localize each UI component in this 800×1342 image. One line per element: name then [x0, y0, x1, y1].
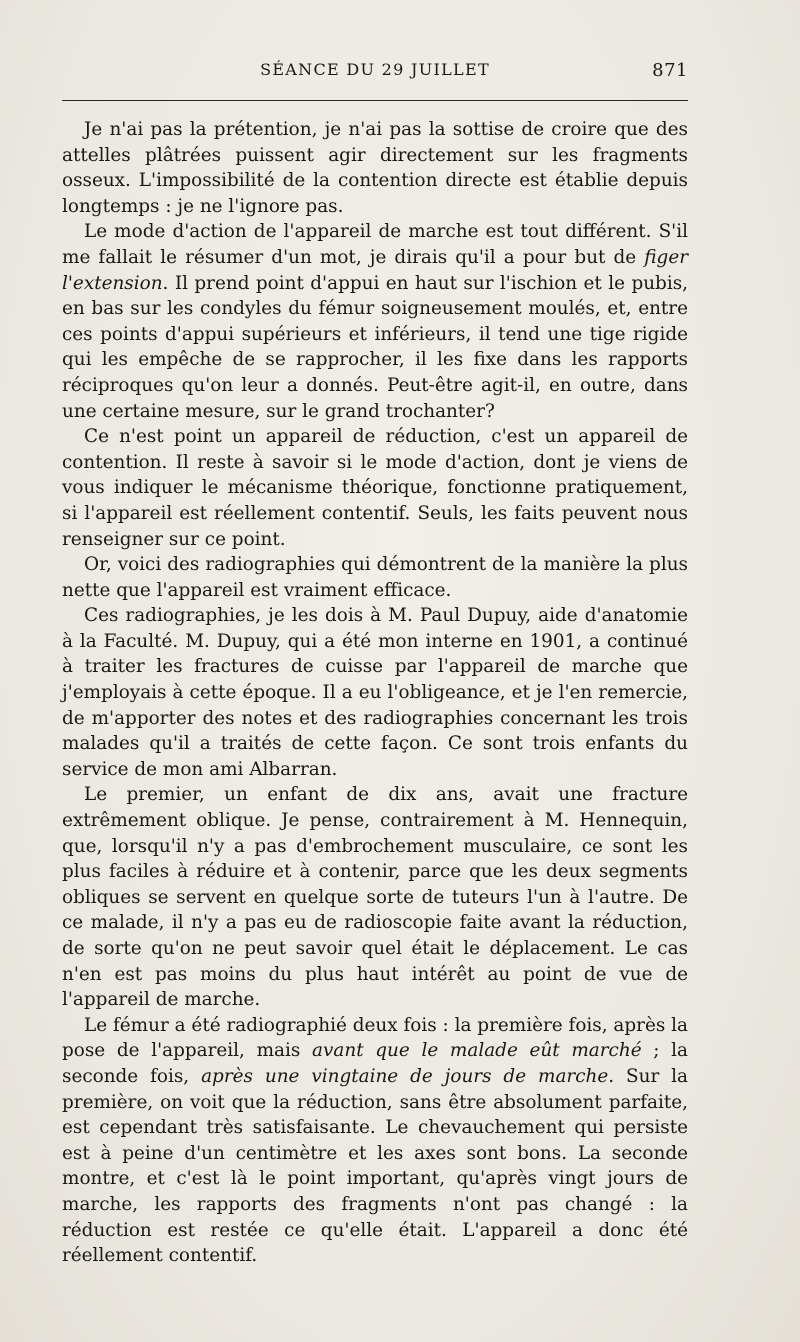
paragraph-text: Je n'ai pas la prétention, je n'ai pas la sottise de croire que des attelles plâtrées puissent agir directement sur les fragments osseux. L'impossibilité de la contention directe est établie depuis longtemps : je ne l'ignore pas. — [62, 119, 688, 217]
paragraph-text: Or, voici des radiographies qui démontrent de la manière la plus nette que l'appareil est vraiment efficace. — [62, 554, 688, 601]
paragraph-text: . Il prend point d'appui en haut sur l'ischion et le pubis, en bas sur les condyles du fémur soigneusement moulés, et, entre ces points d'appui supérieurs et inférieurs, il tend une tige rigide qui les empêche de se rapprocher, il les fixe dans les rapports réciproques qu'on leur a donnés. Peut-être agit-il, en outre, dans une certaine mesure, sur le grand trochanter? — [62, 272, 688, 422]
italic-phrase: après une vingtaine de jours de marche — [201, 1065, 609, 1087]
paragraph-text: Ces radiographies, je les dois à M. Paul Dupuy, aide d'anatomie à la Faculté. M. Dupuy, qui a été mon interne en 1901, a continué à traiter les fractures de cuisse par l'appareil de marche que j'employais à cette époque. Il a eu l'obligeance, et je l'en remercie, de m'apporter des notes et des radiographies concernant les trois malades qu'il a traités de cette façon. Ce sont trois enfants du service de mon ami Albarran. — [62, 605, 688, 780]
paragraph — [62, 1013, 688, 1269]
header-rule — [62, 100, 688, 101]
paragraph — [62, 424, 688, 552]
paragraph-text: Le fémur a été radiographié deux fois : la première fois, après la pose de l'appareil, mais — [62, 1014, 688, 1062]
italic-phrase: avant que le malade eût marché — [312, 1040, 642, 1062]
paragraph-text: . Sur la première, on voit que la réduction, sans être absolument parfaite, est cependant très satisfaisante. Le chevauchement qui persiste est à peine d'un centimètre et les axes sont bons. La seconde montre, et c'est là le point important, qu'après vingt jours de marche, les rapports des fragments n'ont pas changé : la réduction est restée ce qu'elle était. L'appareil a donc été réellement contentif. — [62, 1065, 688, 1267]
page-header — [62, 60, 688, 88]
page-number: 871 — [652, 60, 688, 81]
paragraph-text: Ce n'est point un appareil de réduction, c'est un appareil de contention. Il reste à savoir si le mode d'action, dont je viens de vous indiquer le mécanisme théorique, fonctionne pratiquement, si l'appareil est réellement contentif. Seuls, les faits peuvent nous renseigner sur ce point. — [62, 426, 688, 550]
paragraph-text: Le mode d'action de l'appareil de marche est tout différent. S'il me fallait le résumer d'un mot, je dirais qu'il a pour but de — [62, 221, 688, 268]
running-title: SÉANCE DU 29 JUILLET — [260, 60, 490, 79]
paragraph-text: ; la seconde fois, — [62, 1040, 689, 1087]
paragraph — [62, 219, 688, 424]
italic-phrase: figer l'extension — [62, 246, 688, 294]
body-text — [62, 117, 688, 1269]
paragraph — [62, 117, 688, 219]
paragraph-text: Le premier, un enfant de dix ans, avait une fracture extrêmement oblique. Je pense, contrairement à M. Hennequin, que, lorsqu'il n'y a pas d'embrochement musculaire, ce sont les plus faciles à réduire et à contenir, parce que les deux segments obliques se servent en quelque sorte de tuteurs l'un à l'autre. De ce malade, il n'y a pas eu de radioscopie faite avant la réduction, de sorte qu'on ne peut savoir quel était le déplacement. Le cas n'en est pas moins du plus haut intérêt au point de vue de l'appareil de marche. — [62, 784, 688, 1011]
paragraph — [62, 552, 688, 603]
paragraph — [62, 603, 688, 782]
paragraph — [62, 782, 688, 1012]
